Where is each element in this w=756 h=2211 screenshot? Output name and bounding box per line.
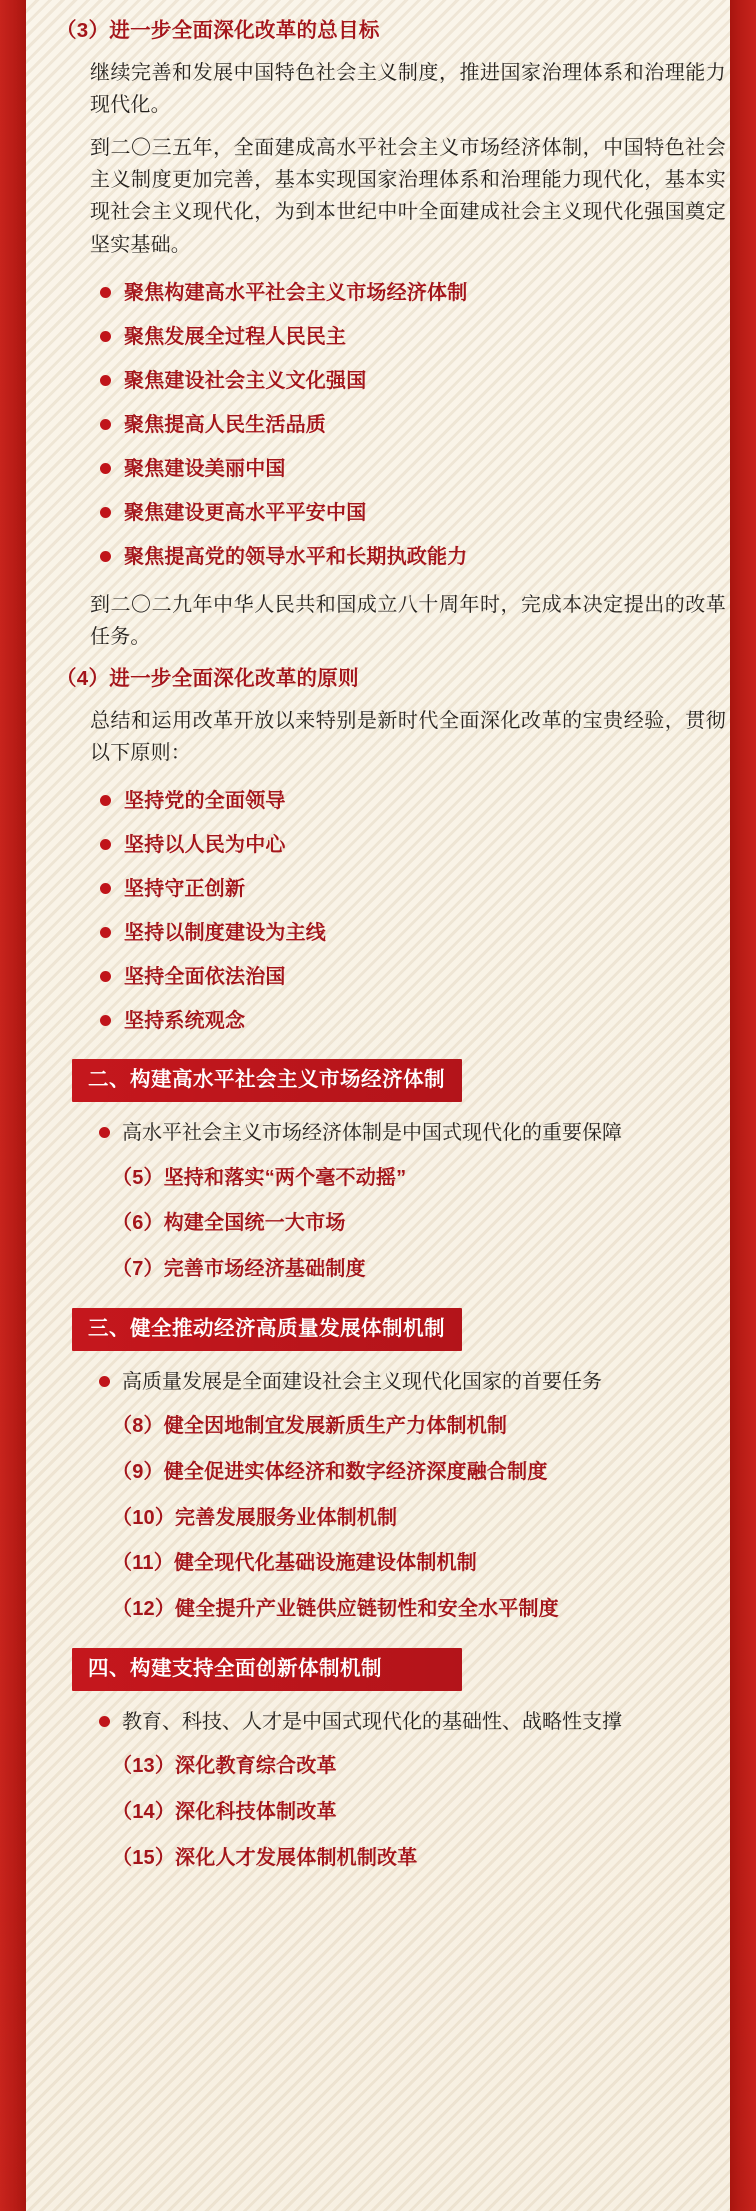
bullet-dot-icon: [100, 1015, 111, 1026]
list-item: [98, 315, 726, 359]
list-item: [98, 359, 726, 403]
list-item: [98, 1112, 726, 1156]
paragraph: 到二〇三五年，全面建成高水平社会主义市场经济体制，中国特色社会主义制度更加完善，基本实现国家治理体系和治理能力现代化，基本实现社会主义现代化，为到本世纪中叶全面建成社会主义现代化强国奠定坚实基础。: [90, 136, 726, 256]
list-item: [98, 271, 726, 315]
bullet-dot-icon: [100, 927, 111, 938]
list-item: [98, 447, 726, 491]
list-item: [98, 535, 726, 579]
list-item: [98, 403, 726, 447]
list-item-label: 教育、科技、人才是中国式现代化的基础性、战略性支撑: [122, 1710, 622, 1733]
list-item-label: 坚持系统观念: [124, 1010, 246, 1033]
section-heading: （3）进一步全面深化改革的总目标: [56, 19, 380, 42]
list-item: [98, 779, 726, 823]
goal-bullet-list: [98, 271, 726, 579]
numbered-item: （6）构建全国统一大市场: [112, 1212, 346, 1235]
paragraph: 到二〇二九年中华人民共和国成立八十周年时，完成本决定提出的改革任务。: [90, 594, 726, 649]
paragraph: 继续完善和发展中国特色社会主义制度，推进国家治理体系和治理能力现代化。: [90, 61, 726, 117]
list-item-label: 聚焦提高党的领导水平和长期执政能力: [124, 546, 468, 569]
principle-bullet-list: [98, 779, 726, 1043]
section-four-body: [98, 1701, 726, 1881]
list-item: [98, 999, 726, 1043]
list-item: [98, 823, 726, 867]
numbered-item: （12）健全提升产业链供应链韧性和安全水平制度: [112, 1597, 559, 1620]
right-red-border: [730, 0, 756, 2211]
section-three-body: [98, 1361, 726, 1633]
list-item-label: 坚持以人民为中心: [124, 834, 286, 857]
list-item: [98, 1361, 726, 1405]
numbered-item: （9）健全促进实体经济和数字经济深度融合制度: [112, 1460, 548, 1483]
list-item-label: 坚持守正创新: [124, 878, 246, 901]
section-heading: （4）进一步全面深化改革的原则: [56, 666, 359, 690]
list-item: [98, 491, 726, 535]
list-item: [98, 911, 726, 955]
bullet-dot-icon: [100, 419, 111, 430]
bullet-dot-icon: [99, 1716, 110, 1727]
list-item-label: 高水平社会主义市场经济体制是中国式现代化的重要保障: [122, 1121, 622, 1144]
numbered-item: （7）完善市场经济基础制度: [112, 1257, 366, 1280]
numbered-item: （10）完善发展服务业体制机制: [112, 1506, 398, 1529]
bullet-dot-icon: [100, 883, 111, 894]
list-item-label: 聚焦建设社会主义文化强国: [124, 370, 367, 393]
bullet-dot-icon: [100, 331, 111, 342]
section-banner-two: 二、构建高水平社会主义市场经济体制: [72, 1059, 462, 1102]
list-item: [98, 1701, 726, 1745]
list-item-label: 坚持以制度建设为主线: [124, 922, 326, 945]
section-banner-four: 四、构建支持全面创新体制机制: [72, 1648, 462, 1691]
list-item: [98, 955, 726, 999]
section-banner-three: 三、健全推动经济高质量发展体制机制: [72, 1308, 462, 1351]
bullet-dot-icon: [100, 839, 111, 850]
list-item: [98, 867, 726, 911]
numbered-item: （13）深化教育综合改革: [112, 1755, 337, 1778]
list-item-label: 聚焦提高人民生活品质: [124, 414, 326, 437]
bullet-dot-icon: [100, 287, 111, 298]
list-item-label: 聚焦发展全过程人民民主: [124, 326, 347, 349]
list-item-label: 聚焦构建高水平社会主义市场经济体制: [124, 282, 468, 305]
bullet-dot-icon: [99, 1127, 110, 1138]
list-item-label: 高质量发展是全面建设社会主义现代化国家的首要任务: [122, 1370, 602, 1393]
bullet-dot-icon: [100, 507, 111, 518]
list-item-label: 坚持党的全面领导: [124, 790, 286, 813]
bullet-dot-icon: [99, 1376, 110, 1387]
paragraph: 总结和运用改革开放以来特别是新时代全面深化改革的宝贵经验，贯彻以下原则：: [90, 709, 726, 765]
bullet-dot-icon: [100, 551, 111, 562]
numbered-item: （5）坚持和落实“两个毫不动摇”: [112, 1166, 407, 1189]
list-item-label: 坚持全面依法治国: [124, 966, 286, 989]
bullet-dot-icon: [100, 971, 111, 982]
document-content: [56, 0, 726, 1881]
numbered-item: （15）深化人才发展体制机制改革: [112, 1846, 418, 1869]
left-red-border: [0, 0, 26, 2211]
bullet-dot-icon: [100, 375, 111, 386]
list-item-label: 聚焦建设更高水平平安中国: [124, 502, 367, 525]
section-two-body: [98, 1112, 726, 1292]
bullet-dot-icon: [100, 795, 111, 806]
numbered-item: （14）深化科技体制改革: [112, 1801, 337, 1824]
bullet-dot-icon: [100, 463, 111, 474]
numbered-item: （11）健全现代化基础设施建设体制机制: [112, 1552, 477, 1575]
list-item-label: 聚焦建设美丽中国: [124, 458, 286, 481]
numbered-item: （8）健全因地制宜发展新质生产力体制机制: [112, 1415, 508, 1438]
